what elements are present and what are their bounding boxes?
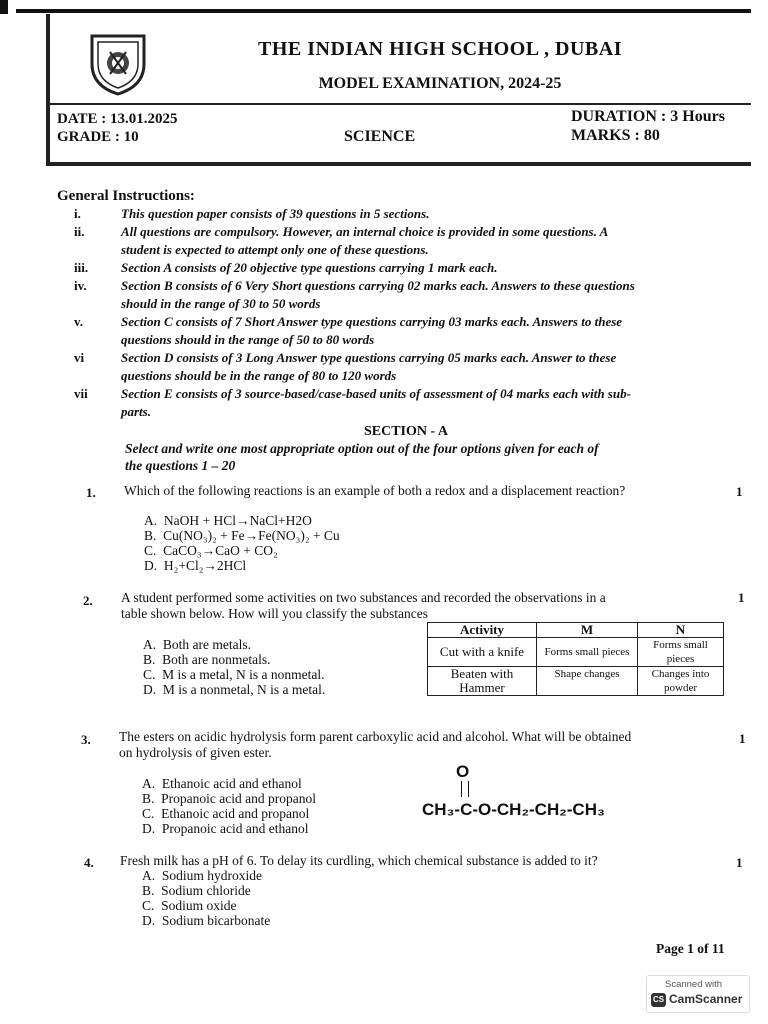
section-title: SECTION - A xyxy=(363,424,449,439)
table-cell: Cut with a knife xyxy=(428,638,537,667)
question-text-line: on hydrolysis of given ester. xyxy=(119,745,272,760)
instruction-text xyxy=(121,205,741,223)
option-label: A. xyxy=(142,868,156,883)
question-text: Which of the following reactions is an example of both a redox and a displacement reaction? xyxy=(124,483,626,498)
table-cell: Shape changes xyxy=(537,667,638,696)
question-text xyxy=(121,590,606,622)
option-text: CaCO₃→CaO + CO₂ xyxy=(163,543,278,558)
section-instruction xyxy=(125,440,599,474)
option-label: B. xyxy=(144,528,157,543)
table-cell: Forms small pieces xyxy=(638,638,724,667)
table-cell: Forms small pieces xyxy=(537,638,638,667)
option-label: D. xyxy=(144,558,158,573)
option-text: Sodium bicarbonate xyxy=(161,913,271,928)
camscanner-logo-icon: CS xyxy=(651,993,666,1007)
options-list xyxy=(142,776,316,836)
option-label: B. xyxy=(143,652,156,667)
camscanner-watermark xyxy=(646,975,750,1013)
option-label: B. xyxy=(142,883,155,898)
instruction-line: This question paper consists of 39 questions in 5 sections. xyxy=(121,206,430,221)
activity-table xyxy=(427,622,724,696)
table-header: Activity xyxy=(428,623,537,638)
question-text-line: A student performed some activities on two substances and recorded the observations in a xyxy=(121,590,606,605)
instruction-number: v. xyxy=(74,314,84,329)
instruction-line: parts. xyxy=(121,404,151,419)
option xyxy=(142,913,270,928)
table-row xyxy=(428,638,724,667)
option-text: Ethanoic acid and ethanol xyxy=(161,776,302,791)
table-header: N xyxy=(638,623,724,638)
instruction-line: Section B consists of 6 Very Short questions carrying 02 marks each. Answers to these questions xyxy=(121,278,635,293)
marks: MARKS : 80 xyxy=(571,127,660,144)
instruction-line: Section D consists of 3 Long Answer type questions carrying 05 marks each. Answer to these xyxy=(121,350,617,365)
question-number: 1. xyxy=(86,485,96,500)
question-text-line: The esters on acidic hydrolysis form parent carboxylic acid and alcohol. What will be obtained xyxy=(119,729,632,744)
option-text: M is a nonmetal, N is a metal. xyxy=(162,682,326,697)
corner-mark xyxy=(0,0,8,14)
option-label: C. xyxy=(143,667,156,682)
duration: DURATION : 3 Hours xyxy=(571,108,725,125)
options-list xyxy=(143,637,325,697)
option-text: Sodium chloride xyxy=(161,883,251,898)
options-list xyxy=(144,513,340,573)
option xyxy=(144,558,340,573)
option xyxy=(142,821,316,836)
question-mark: 1 xyxy=(736,484,743,499)
option xyxy=(142,883,270,898)
option-text: M is a metal, N is a nonmetal. xyxy=(162,667,325,682)
option-label: A. xyxy=(142,776,156,791)
instruction-number: vi xyxy=(74,350,85,365)
option xyxy=(142,898,270,913)
option xyxy=(143,637,325,652)
question-mark: 1 xyxy=(736,855,743,870)
table-row xyxy=(428,667,724,696)
question-text: Fresh milk has a pH of 6. To delay its curdling, which chemical substance is added to it? xyxy=(120,853,598,868)
option-label: C. xyxy=(142,898,155,913)
option-label: A. xyxy=(144,513,158,528)
option-text: Sodium hydroxide xyxy=(161,868,262,883)
table-header: M xyxy=(537,623,638,638)
instruction-line: questions should be in the range of 80 to 120 words xyxy=(121,368,397,383)
option-label: A. xyxy=(143,637,157,652)
option-text: H₂+Cl₂→2HCl xyxy=(163,558,247,573)
question-mark: 1 xyxy=(739,731,746,746)
instruction-line: questions should in the range of 50 to 80 words xyxy=(121,332,375,347)
option xyxy=(143,652,325,667)
instruction-text xyxy=(121,313,741,349)
option-text: Propanoic acid and ethanol xyxy=(161,821,309,836)
option-text: Cu(NO₃)₂ + Fe→Fe(NO₃)₂ + Cu xyxy=(163,528,340,543)
question-number: 2. xyxy=(83,593,93,608)
options-list xyxy=(142,868,270,928)
grade: GRADE : 10 xyxy=(57,129,139,145)
instruction-text xyxy=(121,385,741,421)
page-number: Page 1 of 11 xyxy=(656,941,725,956)
ester-oxygen: O xyxy=(456,762,470,781)
option xyxy=(144,528,340,543)
option-label: D. xyxy=(142,913,156,928)
instruction-line: Section A consists of 20 objective type questions carrying 1 mark each. xyxy=(121,260,498,275)
option xyxy=(142,776,316,791)
option-text: Both are metals. xyxy=(162,637,251,652)
instruction-number: vii xyxy=(74,386,88,401)
question-mark: 1 xyxy=(738,590,745,605)
instruction-text xyxy=(121,259,741,277)
instruction-line: student is expected to attempt only one of these questions. xyxy=(121,242,429,257)
instruction-line: Section E consists of 3 source-based/case-based units of assessment of 04 marks each with sub- xyxy=(121,386,631,401)
instruction-line: should in the range of 30 to 50 words xyxy=(121,296,321,311)
option xyxy=(143,682,325,697)
instruction-line: Section C consists of 7 Short Answer type questions carrying 03 marks each. Answers to these xyxy=(121,314,623,329)
option-text: Sodium oxide xyxy=(161,898,237,913)
option-label: D. xyxy=(142,821,156,836)
section-instruction-line: Select and write one most appropriate option out of the four options given for each of xyxy=(125,441,599,456)
top-border xyxy=(16,9,751,13)
camscanner-brand: CamScanner xyxy=(669,992,743,1006)
section-instruction-line: the questions 1 – 20 xyxy=(125,458,236,473)
question-text xyxy=(119,729,631,761)
option xyxy=(142,868,270,883)
school-name: THE INDIAN HIGH SCHOOL , DUBAI xyxy=(258,38,622,60)
option-label: B. xyxy=(142,791,155,806)
header-divider xyxy=(48,103,751,105)
table-header-row xyxy=(428,623,724,638)
subject: SCIENCE xyxy=(344,128,416,145)
double-bond xyxy=(461,781,469,797)
option xyxy=(142,791,316,806)
instruction-text xyxy=(121,349,741,385)
instruction-number: i. xyxy=(74,206,81,221)
option xyxy=(142,806,316,821)
option-label: C. xyxy=(144,543,157,558)
school-logo xyxy=(88,30,148,96)
exam-date: DATE : 13.01.2025 xyxy=(57,111,178,127)
option-text: Propanoic acid and propanol xyxy=(161,791,316,806)
scanned-with-text: Scanned with xyxy=(665,979,723,990)
instructions-title: General Instructions: xyxy=(57,188,195,204)
instruction-number: ii. xyxy=(74,224,85,239)
option-label: C. xyxy=(142,806,155,821)
option-text: Ethanoic acid and propanol xyxy=(161,806,310,821)
instruction-number: iv. xyxy=(74,278,87,293)
option xyxy=(144,513,340,528)
instruction-number: iii. xyxy=(74,260,89,275)
question-number: 3. xyxy=(81,732,91,747)
instruction-text xyxy=(121,223,741,259)
table-cell: Beaten with Hammer xyxy=(428,667,537,696)
question-text-line: table shown below. How will you classify the substances xyxy=(121,606,428,621)
option xyxy=(143,667,325,682)
question-number: 4. xyxy=(84,855,94,870)
ester-formula: CH₃-C-O-CH₂-CH₂-CH₃ xyxy=(422,800,605,819)
option-label: D. xyxy=(143,682,157,697)
table-cell: Changes into powder xyxy=(638,667,724,696)
option-text: Both are nonmetals. xyxy=(162,652,271,667)
option xyxy=(144,543,340,558)
instruction-text xyxy=(121,277,741,313)
exam-title: MODEL EXAMINATION, 2024-25 xyxy=(318,75,562,92)
instruction-line: All questions are compulsory. However, an internal choice is provided in some questions. A xyxy=(121,224,609,239)
option-text: NaOH + HCl→NaCl+H2O xyxy=(163,513,312,528)
